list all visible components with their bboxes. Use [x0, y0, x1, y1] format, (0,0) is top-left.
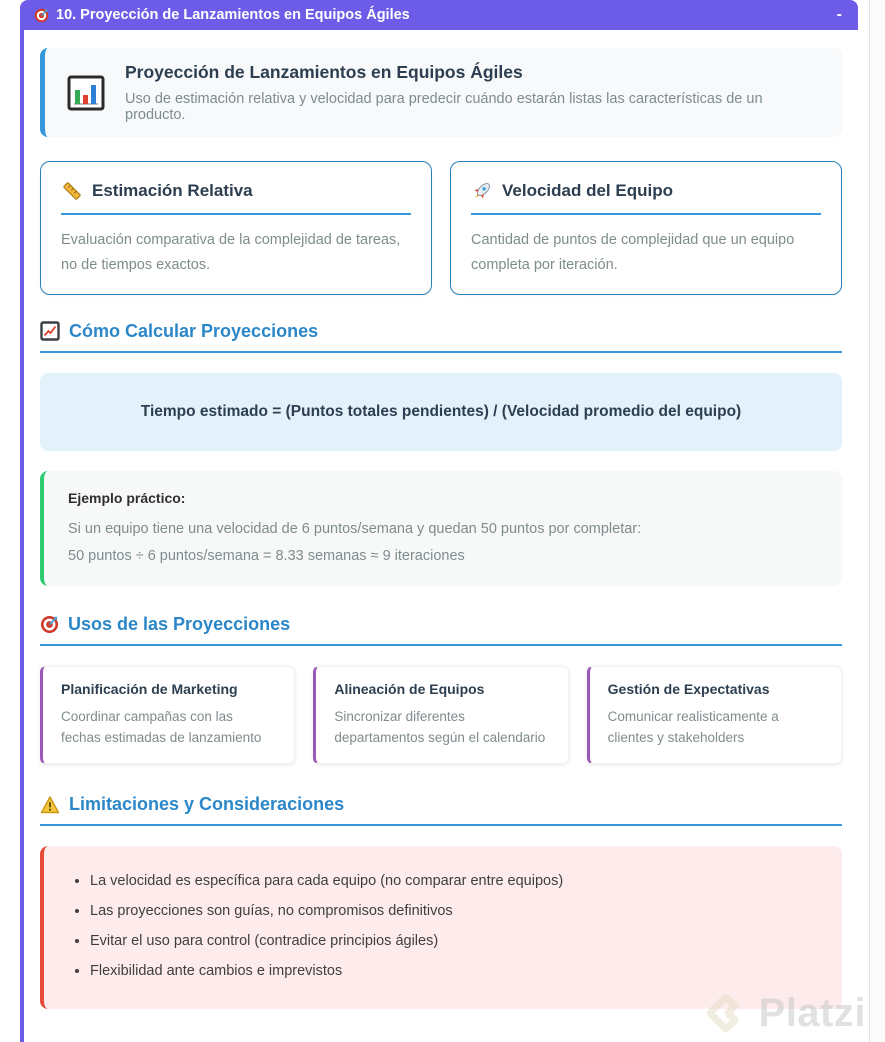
chart-up-icon: [40, 321, 60, 341]
example-box: [40, 471, 842, 586]
intro-subtitle: Uso de estimación relativa y velocidad para predecir cuándo estarán listas las características de un producto.: [125, 91, 763, 123]
concepts-grid: [40, 161, 842, 295]
intro-text: [125, 62, 822, 123]
platzi-watermark-text: Platzi: [758, 990, 866, 1035]
bar-chart-icon: [65, 72, 107, 114]
page-scroll-edge[interactable]: [869, 0, 885, 1042]
formula-box: Tiempo estimado = (Puntos totales pendientes) / (Velocidad promedio del equipo): [40, 373, 842, 451]
concept-card-title: Estimación Relativa: [61, 180, 411, 215]
example-title: Ejemplo práctico:: [68, 489, 186, 506]
concept-card-estimacion: [40, 161, 432, 295]
ruler-icon: [61, 180, 83, 202]
concept-card-title: Velocidad del Equipo: [471, 180, 821, 215]
use-card-body: Sincronizar diferentes departamentos según el calendario: [334, 708, 546, 746]
panel-header-title: [34, 7, 410, 23]
panel-body: [20, 30, 866, 1042]
use-card-marketing: [40, 666, 295, 764]
limitations-list: [90, 873, 822, 979]
target-icon: [34, 8, 49, 23]
concept-card-body: Evaluación comparativa de la complejidad de tareas, no de tiempos exactos.: [61, 232, 401, 273]
panel-title-text: 10. Proyección de Lanzamientos en Equipos Ágiles: [56, 7, 410, 23]
intro-title: Proyección de Lanzamientos en Equipos Ágiles: [125, 62, 523, 82]
panel-header[interactable]: [20, 0, 858, 30]
section-heading-usos: Usos de las Proyecciones: [40, 614, 842, 646]
example-line: Si un equipo tiene una velocidad de 6 puntos/semana y quedan 50 puntos por completar:: [68, 520, 642, 537]
warning-icon: [40, 795, 60, 815]
limitations-box: [40, 846, 842, 1009]
intro-callout: [40, 48, 842, 137]
section-heading-calcular: Cómo Calcular Proyecciones: [40, 321, 842, 353]
concept-card-body: Cantidad de puntos de complejidad que un equipo completa por iteración.: [471, 232, 795, 273]
rocket-icon: [471, 180, 493, 202]
use-card-body: Comunicar realisticamente a clientes y stakeholders: [607, 708, 779, 746]
concept-card-velocidad: [450, 161, 842, 295]
topic-panel: [20, 0, 866, 1042]
uses-grid: [40, 666, 842, 764]
limitation-item: • La velocidad es específica para cada equipo (no comparar entre equipos): [90, 873, 822, 889]
use-card-body: Coordinar campañas con las fechas estimadas de lanzamiento: [61, 708, 262, 746]
use-card-title: Planificación de Marketing: [61, 680, 238, 697]
collapse-button[interactable]: -: [836, 6, 842, 23]
use-card-title: Gestión de Expectativas: [607, 680, 770, 697]
limitation-item: • Evitar el uso para control (contradice principios ágiles): [90, 933, 822, 949]
use-card-title: Alineación de Equipos: [334, 680, 485, 697]
limitation-item: • Las proyecciones son guías, no compromisos definitivos: [90, 903, 822, 919]
target-icon: [40, 615, 59, 634]
limitation-item: • Flexibilidad ante cambios e imprevistos: [90, 963, 822, 979]
use-card-alineacion: [313, 666, 568, 764]
use-card-expectativas: [587, 666, 842, 764]
example-line: 50 puntos ÷ 6 puntos/semana = 8.33 semanas ≈ 9 iteraciones: [68, 547, 465, 564]
section-heading-limitaciones: Limitaciones y Consideraciones: [40, 794, 842, 826]
